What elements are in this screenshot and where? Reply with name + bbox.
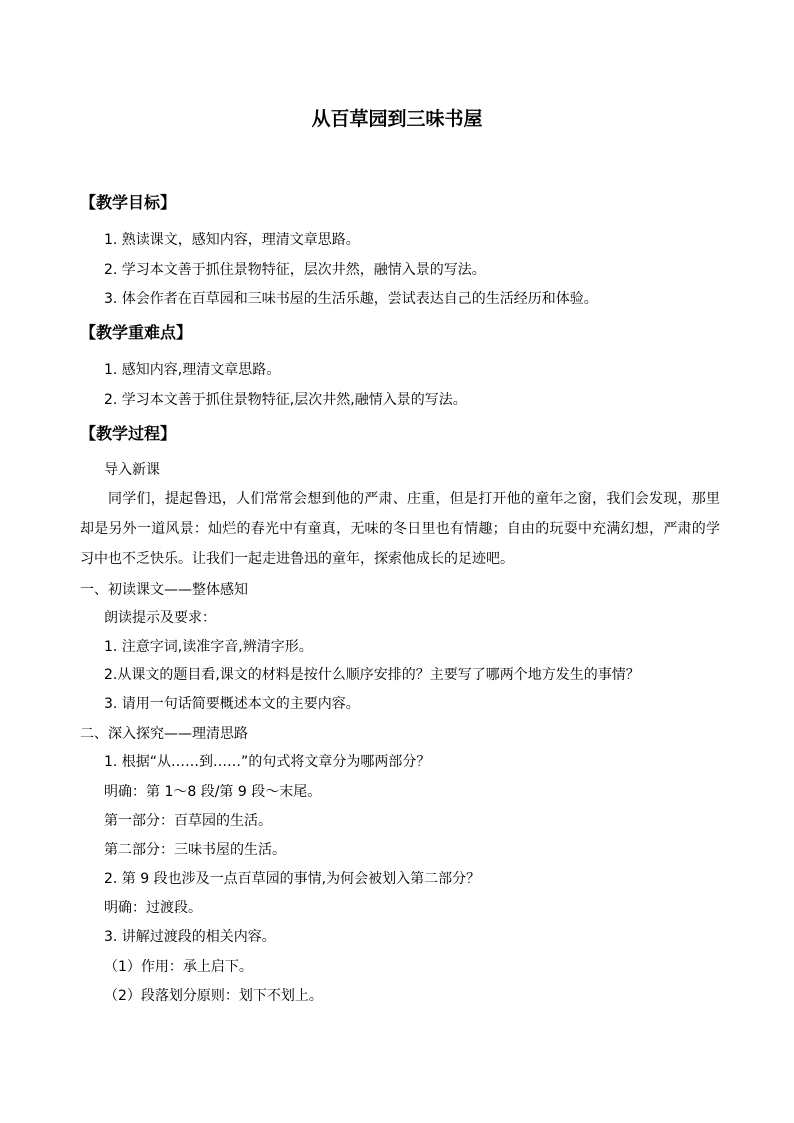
goals-heading: 【教学目标】 xyxy=(80,193,177,212)
goal-item-3: 3. 体会作者在百草园和三味书屋的生活乐趣，尝试表达自己的生活经历和体验。 xyxy=(104,291,598,307)
part2-line-5: 2. 第 9 段也涉及一点百草园的事情,为何会被划入第二部分？ xyxy=(104,871,481,887)
part1-line-1: 朗读提示及要求： xyxy=(104,610,216,626)
intro-label: 导入新课 xyxy=(104,462,160,478)
part2-line-7: 3. 讲解过渡段的相关内容。 xyxy=(104,929,276,945)
key-point-item-2: 2. 学习本文善于抓住景物特征,层次井然,融情入景的写法。 xyxy=(104,392,467,408)
key-point-item-1: 1. 感知内容,理清文章思路。 xyxy=(104,362,281,378)
part1-line-4: 3. 请用一句话简要概述本文的主要内容。 xyxy=(104,696,360,712)
goal-item-2: 2. 学习本文善于抓住景物特征，层次井然，融情入景的写法。 xyxy=(104,262,486,278)
part2-line-1: 1. 根据“从……到……”的句式将文章分为哪两部分？ xyxy=(104,754,431,770)
part2-line-3: 第一部分：百草园的生活。 xyxy=(104,813,272,829)
process-heading: 【教学过程】 xyxy=(80,424,177,443)
part1-line-2: 1. 注意字词,读准字音,辨清字形。 xyxy=(104,639,313,655)
intro-paragraph: 同学们，提起鲁迅，人们常常会想到他的严肃、庄重，但是打开他的童年之窗，我们会发现，那里却是另外一道风景：灿烂的春光中有童真，无味的冬日里也有情趣；自由的玩耍中充满幻想，严肃的学习中也不乏快乐。让我们一起走进鲁迅的童年，探索他成长的足迹吧。 xyxy=(80,491,720,567)
part2-line-4: 第二部分：三味书屋的生活。 xyxy=(104,842,286,858)
goal-item-1: 1. 熟读课文，感知内容，理清文章思路。 xyxy=(104,232,360,248)
document-title: 从百草园到三味书屋 xyxy=(311,108,483,130)
part2-title: 二、深入探究——理清思路 xyxy=(80,726,248,742)
part2-line-8: （1）作用：承上启下。 xyxy=(104,959,253,975)
part2-line-9: （2）段落划分原则：划下不划上。 xyxy=(104,988,323,1004)
part1-title: 一、初读课文——整体感知 xyxy=(80,582,248,598)
part2-line-6: 明确：过渡段。 xyxy=(104,900,202,916)
part2-line-2: 明确：第 1～8 段/第 9 段～末尾。 xyxy=(104,784,322,800)
part1-line-3: 2.从课文的题目看,课文的材料是按什么顺序安排的？主要写了哪两个地方发生的事情？ xyxy=(104,667,640,683)
key-points-heading: 【教学重难点】 xyxy=(80,323,193,342)
